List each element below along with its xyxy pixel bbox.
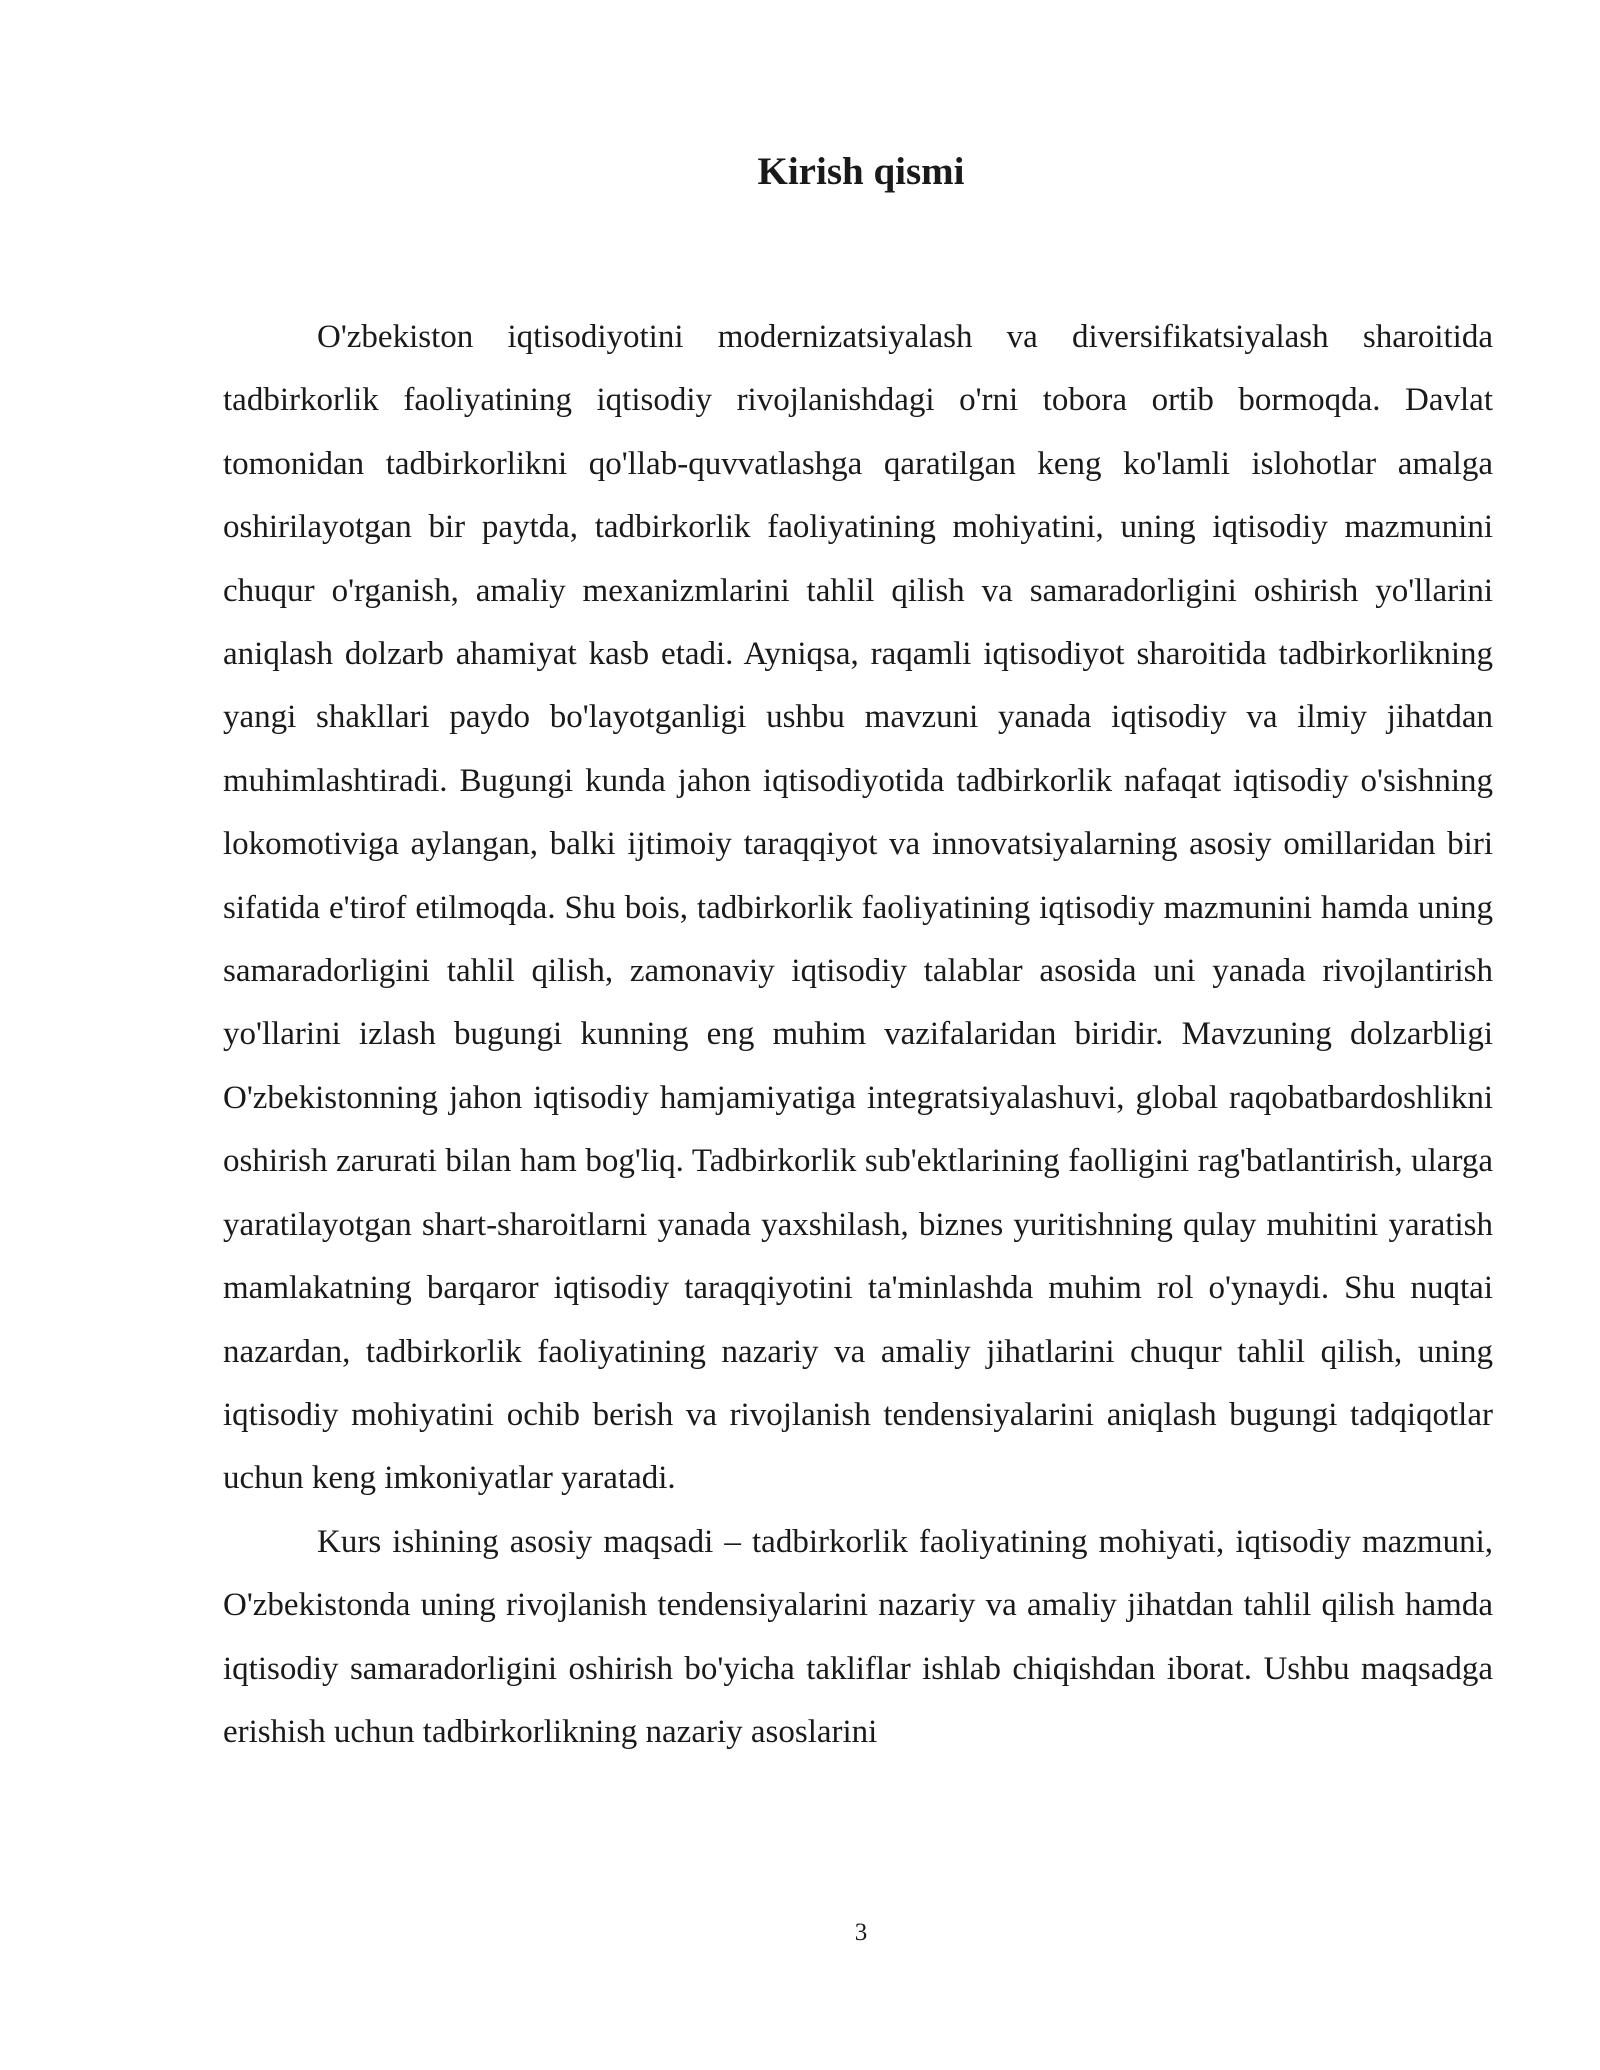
page-title: Kirish qismi [757,150,965,193]
paragraph-course-aim: Kurs ishining asosiy maqsadi – tadbirkorlik faoliyatining mohiyati, iqtisodiy mazmuni, O'zbekistonda uning rivojlanish tendensiyalarini nazariy va amaliy jihatdan tahlil qilish hamda iqtisodiy samaradorligini oshirish bo'yicha takliflar ishlab chiqishdan iborat. Ushbu maqsadga erishish uchun tadbirkorlikning nazariy asoslarini [223,1523,1493,1750]
paragraph-introduction: O'zbekiston iqtisodiyotini modernizatsiyalash va diversifikatsiyalash sharoitida tadbirkorlik faoliyatining iqtisodiy rivojlanishdagi o'rni tobora ortib bormoqda. Davlat tomonidan tadbirkorlikni qo'llab-quvvatlashga qaratilgan keng ko'lamli islohotlar amalga oshirilayotgan bir paytda, tadbirkorlik faoliyatining mohiyatini, uning iqtisodiy mazmunini chuqur o'rganish, amaliy mexanizmlarini tahlil qilish va samaradorligini oshirish yo'llarini aniqlash dolzarb ahamiyat kasb etadi. Ayniqsa, raqamli iqtisodiyot sharoitida tadbirkorlikning yangi shakllari paydo bo'layotganligi ushbu mavzuni yanada iqtisodiy va ilmiy jihatdan muhimlashtiradi. Bugungi kunda jahon iqtisodiyotida tadbirkorlik nafaqat iqtisodiy o'sishning lokomotiviga aylangan, balki ijtimoiy taraqqiyot va innovatsiyalarning asosiy omillaridan biri sifatida e'tirof etilmoqda. Shu bois, tadbirkorlik faoliyatining iqtisodiy mazmunini hamda uning samaradorligini tahlil qilish, zamonaviy iqtisodiy talablar asosida uni yanada rivojlantirish yo'llarini izlash bugungi kunning eng muhim vazifalaridan biridir. Mavzuning dolzarbligi O'zbekistonning jahon iqtisodiy hamjamiyatiga integratsiyalashuvi, global raqobatbardoshlikni oshirish zarurati bilan ham bog'liq. Tadbirkorlik sub'ektlarining faolligini rag'batlantirish, ularga yaratilayotgan shart-sharoitlarni yanada yaxshilash, biznes yuritishning qulay muhitini yaratish mamlakatning barqaror iqtisodiy taraqqiyotini ta'minlashda muhim rol o'ynaydi. Shu nuqtai nazardan, tadbirkorlik faoliyatining nazariy va amaliy jihatlarini chuqur tahlil qilish, uning iqtisodiy mohiyatini ochib berish va rivojlanish tendensiyalarini aniqlash bugungi tadqiqotlar uchun keng imkoniyatlar yaratadi. [223,319,1493,1497]
body-text [223,306,1493,1764]
page-number: 3 [854,1919,868,1946]
